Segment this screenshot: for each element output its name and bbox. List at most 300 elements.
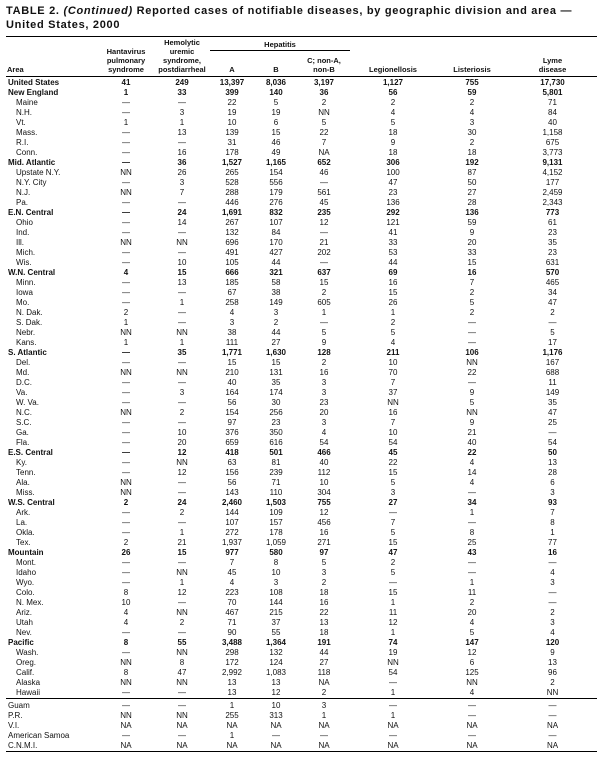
value-cell: 44 (319, 647, 329, 657)
value-cell: 659 (225, 437, 239, 447)
value-cell: 376 (225, 427, 239, 437)
value-cell: — (122, 127, 130, 137)
value-cell: 110 (269, 487, 283, 497)
value-cell: — (468, 327, 476, 337)
area-cell: Ga. (16, 427, 29, 437)
value-cell: 13 (227, 687, 237, 697)
value-cell: 16 (388, 407, 398, 417)
area-cell: D.C. (16, 377, 32, 387)
value-cell: 26 (177, 167, 187, 177)
value-cell: 13 (177, 127, 187, 137)
value-cell: NA (270, 740, 282, 750)
value-cell: 202 (317, 247, 331, 257)
value-cell: 13,397 (210, 76, 254, 88)
value-cell: 8 (273, 557, 279, 567)
value-cell: 5 (469, 297, 475, 307)
value-cell: NN (176, 567, 188, 577)
value-cell: 47 (548, 297, 557, 307)
value-cell: 2 (321, 287, 327, 297)
table-header (6, 36, 597, 76)
value-cell: 249 (154, 76, 210, 88)
value-cell: 15 (388, 287, 398, 297)
value-cell: 15 (467, 257, 477, 267)
value-cell: 8 (123, 587, 129, 597)
area-cell: Vt. (16, 117, 26, 127)
value-cell: 2 (390, 557, 396, 567)
value-cell: 44 (271, 327, 281, 337)
table-row (6, 338, 597, 348)
table-row (6, 388, 597, 398)
value-cell: 45 (388, 447, 398, 457)
table-row (6, 378, 597, 388)
area-cell: Wash. (16, 647, 39, 657)
table-row (6, 658, 597, 668)
value-cell: 13 (319, 617, 329, 627)
value-cell: 18 (388, 147, 398, 157)
value-cell: 19 (388, 647, 398, 657)
title-text: Reported cases of notifiable diseases, by geographic division and area — United States, 2000 (6, 5, 573, 31)
value-cell: — (178, 417, 186, 427)
value-cell: 14 (177, 217, 187, 227)
value-cell: 4 (550, 567, 555, 577)
value-cell: 13 (227, 677, 237, 687)
value-cell: 8 (469, 527, 475, 537)
value-cell: — (122, 347, 130, 357)
value-cell: 15 (177, 267, 187, 277)
value-cell: 128 (317, 347, 331, 357)
value-cell: 70 (227, 597, 237, 607)
value-cell: 25 (548, 417, 557, 427)
value-cell: 18 (319, 587, 329, 597)
value-cell: 23 (388, 187, 398, 197)
table-row (6, 598, 597, 608)
value-cell: — (122, 147, 130, 157)
value-cell: 140 (269, 87, 283, 97)
value-cell: 13 (177, 277, 187, 287)
value-cell: 15 (388, 537, 398, 547)
area-cell: V.I. (8, 720, 20, 730)
area-cell: Guam (6, 698, 98, 711)
value-cell: 167 (545, 357, 560, 367)
value-cell: 12 (388, 617, 398, 627)
value-cell: 2 (179, 407, 185, 417)
value-cell: 87 (467, 167, 477, 177)
value-cell: 179 (269, 187, 283, 197)
value-cell: 10 (388, 357, 398, 367)
area-cell: Maine (16, 97, 38, 107)
value-cell: — (122, 387, 130, 397)
value-cell: NN (120, 237, 132, 247)
value-cell: 164 (225, 387, 239, 397)
value-cell: — (122, 437, 130, 447)
value-cell: 44 (271, 257, 281, 267)
value-cell: 21 (177, 537, 187, 547)
value-cell: 3 (550, 487, 555, 497)
value-cell: 54 (388, 437, 398, 447)
value-cell: 15 (388, 467, 398, 477)
value-cell: 147 (465, 637, 479, 647)
value-cell: 144 (269, 597, 283, 607)
area-cell: Pacific (8, 637, 34, 647)
value-cell: 8 (179, 657, 185, 667)
value-cell: 1,771 (221, 347, 243, 357)
value-cell: 10 (227, 117, 237, 127)
value-cell: 59 (467, 87, 477, 97)
value-cell: 306 (386, 157, 400, 167)
table-row (6, 448, 597, 458)
value-cell: 3 (298, 698, 350, 711)
value-cell: — (178, 627, 186, 637)
value-cell: 1 (390, 307, 396, 317)
value-cell: 139 (225, 127, 239, 137)
value-cell: 1,691 (221, 207, 243, 217)
value-cell: 136 (465, 207, 479, 217)
value-cell: 2 (469, 137, 475, 147)
value-cell: 1,059 (265, 537, 287, 547)
value-cell: — (389, 577, 397, 587)
table-row (6, 328, 597, 338)
value-cell: 109 (269, 507, 283, 517)
table-row (6, 228, 597, 238)
value-cell: 118 (317, 667, 331, 677)
value-cell: 3 (179, 387, 185, 397)
value-cell: NN (176, 327, 188, 337)
value-cell: NA (387, 720, 399, 730)
value-cell: 2 (550, 607, 555, 617)
value-cell: 755 (317, 497, 331, 507)
table-row (6, 518, 597, 528)
value-cell: 5 (390, 567, 396, 577)
value-cell: 9 (321, 337, 327, 347)
value-cell: 22 (467, 367, 477, 377)
value-cell: 3 (321, 387, 327, 397)
value-cell: 7 (550, 507, 555, 517)
value-cell: 1,630 (265, 347, 287, 357)
value-cell: 466 (317, 447, 331, 457)
table-row (6, 731, 597, 741)
value-cell: NN (120, 327, 132, 337)
value-cell: 47 (177, 667, 187, 677)
value-cell: 1,503 (265, 497, 287, 507)
value-cell: 124 (269, 657, 283, 667)
value-cell: 832 (269, 207, 283, 217)
value-cell: — (548, 710, 557, 720)
value-cell: 267 (225, 217, 239, 227)
value-cell: 271 (317, 537, 331, 547)
value-cell: 5 (390, 527, 396, 537)
value-cell: 58 (271, 277, 281, 287)
area-cell: Pa. (16, 197, 29, 207)
value-cell: 12 (177, 587, 187, 597)
value-cell: NA (270, 720, 282, 730)
value-cell: 4 (321, 427, 327, 437)
value-cell: — (122, 687, 130, 697)
value-cell: 107 (269, 217, 283, 227)
area-cell: Ohio (16, 217, 33, 227)
value-cell: — (122, 177, 130, 187)
value-cell: 84 (548, 107, 557, 117)
value-cell: — (178, 730, 186, 740)
value-cell: — (178, 227, 186, 237)
value-cell: 1 (321, 710, 327, 720)
value-cell: 9 (469, 227, 475, 237)
value-cell: 36 (177, 157, 187, 167)
value-cell: 40 (467, 437, 477, 447)
value-cell: NN (318, 107, 330, 117)
value-cell: — (178, 317, 186, 327)
value-cell: NA (318, 720, 330, 730)
area-cell: Calif. (16, 667, 35, 677)
area-cell: Conn. (16, 147, 38, 157)
value-cell: 172 (225, 657, 239, 667)
value-cell: NN (120, 407, 132, 417)
value-cell: 40 (319, 457, 329, 467)
value-cell: 44 (388, 257, 398, 267)
area-cell: Utah (16, 617, 33, 627)
value-cell: 2 (179, 617, 185, 627)
value-cell: 20 (177, 437, 187, 447)
value-cell: NN (176, 457, 188, 467)
value-cell: 666 (225, 267, 239, 277)
value-cell: 33 (388, 237, 398, 247)
table-row (6, 488, 597, 498)
value-cell: 11 (467, 587, 477, 597)
value-cell: 154 (269, 167, 283, 177)
value-cell: 8 (123, 637, 129, 647)
value-cell: 45 (319, 197, 329, 207)
col-header-listeriosis: Listeriosis (453, 64, 491, 74)
table-row (6, 741, 597, 752)
value-cell: 174 (269, 387, 283, 397)
value-cell: 19 (271, 107, 281, 117)
value-cell: 2 (469, 97, 475, 107)
table-row (6, 258, 597, 268)
value-cell: 41 (388, 227, 398, 237)
area-cell: Iowa (16, 287, 33, 297)
area-cell: E.S. Central (8, 447, 53, 457)
value-cell: 1 (179, 577, 185, 587)
value-cell: 1 (469, 577, 475, 587)
value-cell: 97 (319, 547, 329, 557)
value-cell: — (178, 397, 186, 407)
value-cell: 773 (545, 207, 560, 217)
area-cell: Colo. (16, 587, 35, 597)
value-cell: 31 (227, 137, 237, 147)
table-label: TABLE 2. (6, 5, 60, 17)
area-cell: Upstate N.Y. (16, 167, 61, 177)
value-cell: NN (466, 357, 478, 367)
value-cell: 446 (225, 197, 239, 207)
value-cell: — (178, 357, 186, 367)
value-cell: 6 (469, 657, 475, 667)
value-cell: 13 (548, 657, 557, 667)
value-cell: NA (546, 720, 559, 730)
value-cell: 17,730 (508, 76, 597, 88)
table-row (6, 678, 597, 688)
value-cell: 144 (225, 507, 239, 517)
value-cell: 12 (271, 687, 281, 697)
value-cell: — (320, 227, 328, 237)
value-cell: 71 (227, 617, 237, 627)
value-cell: 2 (469, 287, 475, 297)
value-cell: 2 (123, 537, 129, 547)
value-cell: 157 (269, 517, 283, 527)
table-row (6, 218, 597, 228)
value-cell: NN (120, 367, 132, 377)
value-cell: 33 (177, 87, 187, 97)
area-cell: Okla. (16, 527, 35, 537)
value-cell: 4 (469, 457, 475, 467)
table-row (6, 288, 597, 298)
value-cell: 18 (319, 627, 329, 637)
value-cell: 9 (469, 387, 475, 397)
value-cell: — (122, 457, 130, 467)
value-cell: 1 (123, 87, 129, 97)
value-cell: 4 (229, 577, 235, 587)
area-cell: Nebr. (16, 327, 36, 337)
value-cell: 12 (177, 467, 187, 477)
value-cell: 5 (390, 117, 396, 127)
value-cell: 27 (467, 187, 477, 197)
value-cell: 755 (436, 76, 508, 88)
area-cell: Mass. (16, 127, 38, 137)
value-cell: 4 (469, 107, 475, 117)
value-cell: 8,036 (254, 76, 298, 88)
value-cell: 3 (550, 577, 555, 587)
area-cell: N.J. (16, 187, 31, 197)
value-cell: NN (176, 237, 188, 247)
value-cell: 12 (467, 647, 477, 657)
value-cell: 235 (317, 207, 331, 217)
value-cell: 132 (269, 647, 283, 657)
table-body (6, 76, 597, 751)
value-cell: — (178, 557, 186, 567)
value-cell: NA (466, 720, 478, 730)
value-cell: — (154, 698, 210, 711)
value-cell: 26 (121, 547, 131, 557)
value-cell: 35 (177, 347, 187, 357)
value-cell: 4 (550, 627, 555, 637)
table-row (6, 418, 597, 428)
value-cell: 46 (271, 137, 281, 147)
table-row (6, 648, 597, 658)
value-cell: 16 (319, 367, 329, 377)
value-cell: — (98, 698, 154, 711)
value-cell: — (122, 227, 130, 237)
value-cell: 55 (271, 627, 281, 637)
value-cell: 1 (229, 730, 235, 740)
value-cell: 1 (179, 337, 185, 347)
value-cell: — (468, 337, 476, 347)
value-cell: 100 (386, 167, 400, 177)
value-cell: 501 (269, 447, 283, 457)
value-cell: 2 (179, 507, 185, 517)
value-cell: 185 (225, 277, 239, 287)
area-cell: W.S. Central (8, 497, 55, 507)
area-cell: C.N.M.I. (8, 740, 38, 750)
value-cell: 2 (273, 317, 279, 327)
value-cell: NN (176, 677, 188, 687)
value-cell: — (548, 587, 557, 597)
value-cell: 178 (225, 147, 239, 157)
value-cell: 26 (388, 297, 398, 307)
value-cell: 2,460 (221, 497, 243, 507)
value-cell: NA (176, 740, 188, 750)
value-cell: 2 (469, 597, 475, 607)
value-cell: 77 (548, 537, 557, 547)
area-cell: Mountain (8, 547, 44, 557)
value-cell: 10 (254, 698, 298, 711)
value-cell: 74 (388, 637, 398, 647)
value-cell: 3 (273, 577, 279, 587)
value-cell: 3 (321, 377, 327, 387)
value-cell: 2 (321, 97, 327, 107)
value-cell: 5 (550, 327, 555, 337)
table-row (6, 688, 597, 699)
area-cell: Ala. (16, 477, 30, 487)
value-cell: 2,992 (221, 667, 243, 677)
value-cell: 23 (271, 417, 281, 427)
value-cell: 1 (469, 507, 475, 517)
value-cell: 5 (321, 117, 327, 127)
value-cell: 675 (545, 137, 560, 147)
value-cell: — (178, 377, 186, 387)
value-cell: 456 (317, 517, 331, 527)
value-cell: 20 (319, 407, 329, 417)
value-cell: 7 (390, 417, 396, 427)
value-cell: 2 (550, 677, 555, 687)
value-cell: — (122, 567, 130, 577)
value-cell: 70 (388, 367, 398, 377)
value-cell: — (122, 257, 130, 267)
value-cell: — (320, 730, 328, 740)
area-cell: N.Y. City (16, 177, 47, 187)
value-cell: 120 (545, 637, 560, 647)
value-cell: 1 (123, 337, 129, 347)
value-cell: 239 (269, 467, 283, 477)
value-cell: 696 (225, 237, 239, 247)
value-cell: 18 (467, 147, 477, 157)
area-cell: Ark. (16, 507, 31, 517)
value-cell: 2 (321, 577, 327, 587)
value-cell: — (178, 687, 186, 697)
value-cell: 71 (271, 477, 281, 487)
col-group-hepatitis: Hepatitis (210, 36, 350, 50)
value-cell: 556 (269, 177, 283, 187)
table-title (6, 5, 597, 33)
value-cell: 9,131 (542, 157, 563, 167)
value-cell: 23 (319, 397, 329, 407)
value-cell: 3,488 (221, 637, 243, 647)
value-cell: — (122, 207, 130, 217)
table-row (6, 668, 597, 678)
area-cell: Miss. (16, 487, 35, 497)
value-cell: 1 (123, 317, 129, 327)
value-cell: 465 (545, 277, 560, 287)
value-cell: — (122, 647, 130, 657)
value-cell: 37 (271, 617, 281, 627)
value-cell: 3 (273, 307, 279, 317)
area-cell: Va. (16, 387, 28, 397)
value-cell: 9 (550, 647, 555, 657)
area-cell: La. (16, 517, 28, 527)
value-cell: — (468, 567, 476, 577)
value-cell: NN (120, 657, 132, 667)
value-cell: 59 (467, 217, 477, 227)
value-cell: 10 (271, 567, 281, 577)
value-cell: — (548, 730, 557, 740)
value-cell: 54 (548, 437, 557, 447)
